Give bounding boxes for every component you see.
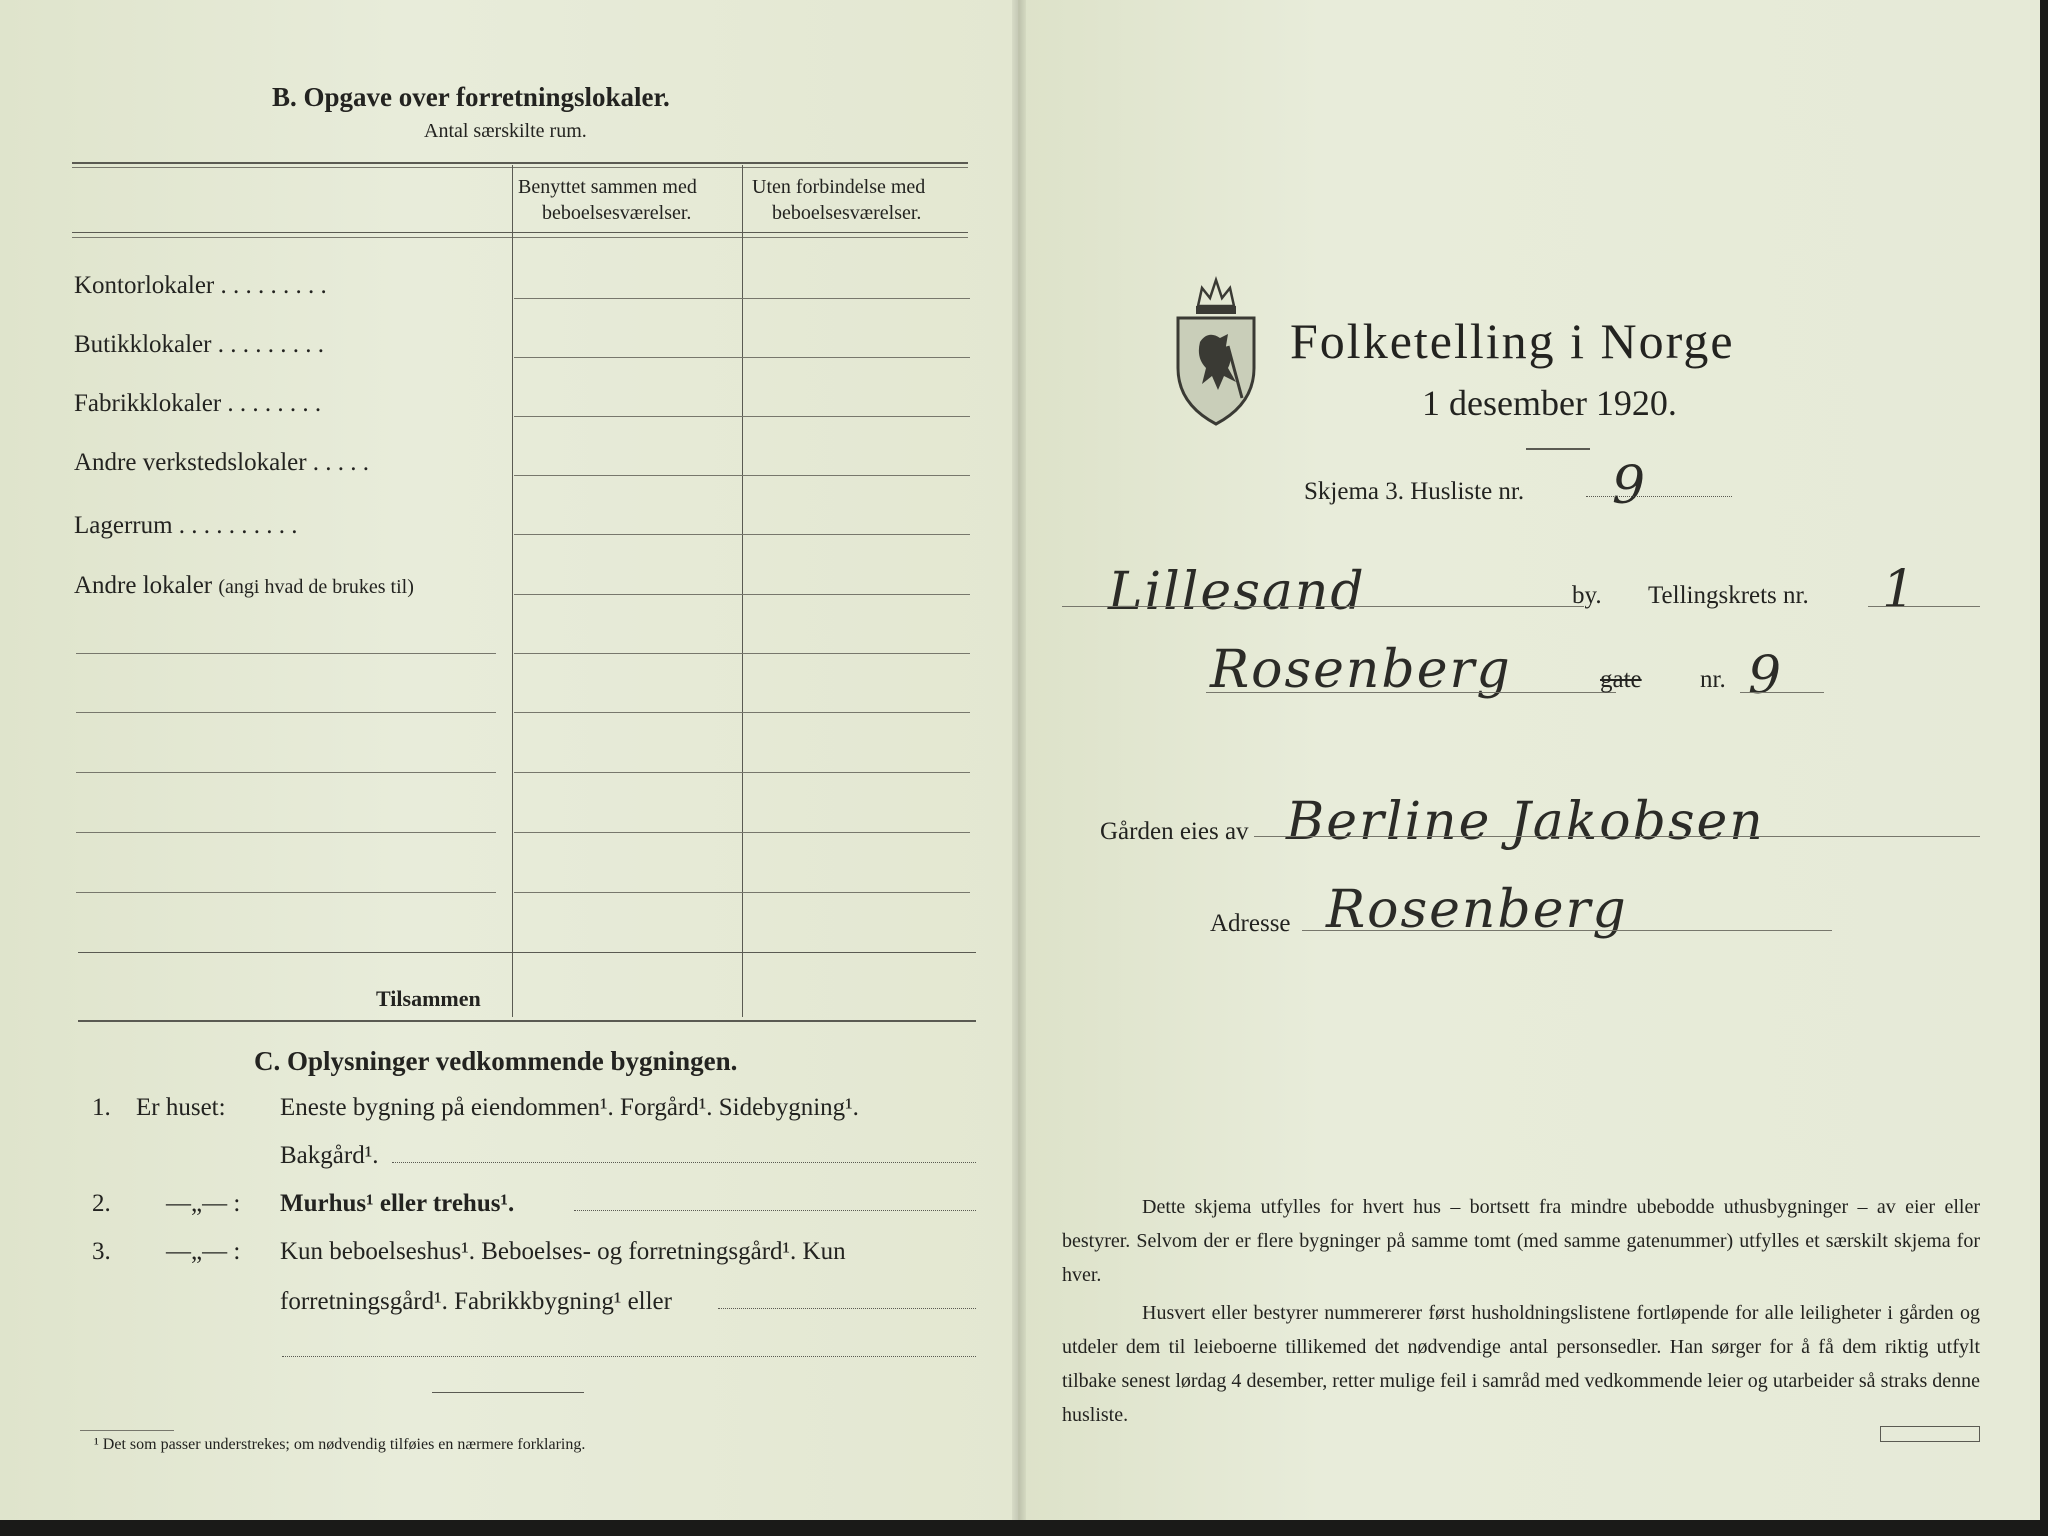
- krets-line: [1868, 606, 1980, 607]
- cell-line: [514, 475, 970, 476]
- row-butikklokaler: Butikklokaler . . . . . . . . .: [74, 331, 324, 358]
- c-item-3-num: 3.: [92, 1238, 111, 1265]
- c-item-1-text: Eneste bygning på eiendommen¹. Forgård¹. Sidebygning¹.: [280, 1094, 859, 1121]
- andre-lokaler-note: (angi hvad de brukes til): [218, 576, 414, 598]
- row-kontorlokaler: Kontorlokaler . . . . . . . . .: [74, 272, 327, 299]
- cell-line: [514, 832, 970, 833]
- c-item-2-num: 2.: [92, 1190, 111, 1217]
- c-item-3-fill-2: [282, 1356, 976, 1357]
- address-value[interactable]: Rosenberg: [1326, 880, 1628, 940]
- header-rule-2: [72, 237, 968, 238]
- c-item-2-text: Murhus¹ eller trehus¹.: [280, 1190, 515, 1217]
- cell-line: [514, 298, 970, 299]
- footnote-rule: [80, 1430, 174, 1431]
- left-page: [0, 0, 1018, 1520]
- c-item-2-label: —„— :: [166, 1190, 241, 1217]
- table-top-rule-2: [72, 167, 968, 168]
- total-label: Tilsammen: [376, 986, 481, 1011]
- krets-label: Tellingskrets nr.: [1648, 582, 1809, 609]
- header-rule: [72, 232, 968, 233]
- printer-stamp: [1880, 1426, 1980, 1442]
- table-top-rule: [72, 162, 968, 164]
- blank-line: [76, 653, 496, 654]
- address-label: Adresse: [1210, 910, 1291, 937]
- section-c-end-rule: [432, 1392, 584, 1393]
- c-item-1-text-2: Bakgård¹.: [280, 1142, 379, 1169]
- cell-line: [514, 416, 970, 417]
- c-item-3-text: Kun beboelseshus¹. Beboelses- og forretningsgård¹. Kun: [280, 1238, 846, 1265]
- cell-line: [514, 534, 970, 535]
- instructions-paragraph-1: Dette skjema utfylles for hvert hus – bortsett fra mindre ubebodde uthusbygninger – av eier eller bestyrer. Selvom der er flere bygninger på samme tomt (med samme gatenummer) utfylles et særskilt skjema for hver.: [1062, 1196, 1980, 1286]
- col1-header-line1: Benyttet sammen med: [518, 176, 697, 198]
- section-b-subtitle: Antal særskilte rum.: [424, 120, 587, 142]
- by-line: [1062, 606, 1584, 607]
- footnote: ¹ Det som passer understrekes; om nødvendig tilføies en nærmere forklaring.: [94, 1436, 586, 1453]
- page-fold: [1012, 0, 1026, 1520]
- right-page: [1018, 0, 2040, 1520]
- street-line: [1206, 692, 1616, 693]
- section-b-title: B. Opgave over forretningslokaler.: [272, 82, 670, 112]
- nr-label: nr.: [1700, 666, 1726, 693]
- street-value[interactable]: Rosenberg: [1210, 640, 1512, 700]
- owner-value[interactable]: Berline Jakobsen: [1286, 792, 1765, 852]
- husliste-nr-value[interactable]: 9: [1612, 456, 1648, 516]
- c-item-1-fill: [392, 1162, 976, 1163]
- section-c-title: C. Oplysninger vedkommende bygningen.: [254, 1046, 738, 1076]
- cell-line: [514, 772, 970, 773]
- coat-of-arms-icon: [1168, 272, 1264, 426]
- skjema-label: Skjema 3. Husliste nr.: [1304, 478, 1525, 505]
- gate-label: gate: [1600, 666, 1642, 693]
- row-fabrikklokaler: Fabrikklokaler . . . . . . . .: [74, 390, 322, 417]
- cell-line: [514, 594, 970, 595]
- street-nr-line: [1740, 692, 1824, 693]
- blank-line: [76, 892, 496, 893]
- row-andre-lokaler: [74, 572, 414, 600]
- total-top-rule: [78, 952, 976, 953]
- cell-line: [514, 712, 970, 713]
- total-bottom-rule: [78, 1020, 976, 1022]
- c-item-1-num: 1.: [92, 1094, 111, 1121]
- by-label: by.: [1572, 582, 1602, 609]
- owner-line: [1254, 836, 1980, 837]
- row-andre-verkstedslokaler: Andre verkstedslokaler . . . . .: [74, 449, 370, 476]
- row-lagerrum: Lagerrum . . . . . . . . . .: [74, 512, 298, 539]
- by-value[interactable]: Lillesand: [1108, 562, 1366, 622]
- col-divider-1: [512, 165, 513, 1017]
- c-item-3-text-2: forretningsgård¹. Fabrikkbygning¹ eller: [280, 1288, 672, 1315]
- krets-nr-value[interactable]: 1: [1882, 560, 1918, 620]
- instructions-paragraph-2: Husvert eller bestyrer nummererer først husholdningslistene fortløpende for alle leiligheter i gården og utdeler dem til leieboerne tillikemed det nødvendige antal personsedler. Han sørger for å få dem riktig utfylt tilbake senest lørdag 4 desember, retter mulige feil i samråd med vedkommende leier og utarbeider så straks denne husliste.: [1062, 1302, 1980, 1426]
- husliste-nr-line: [1586, 496, 1732, 497]
- owner-label: Gården eies av: [1100, 818, 1249, 845]
- blank-line: [76, 712, 496, 713]
- cell-line: [514, 357, 970, 358]
- col1-header-line2: beboelsesværelser.: [542, 202, 692, 224]
- andre-lokaler-label: Andre lokaler: [74, 572, 213, 599]
- col-divider-2: [742, 165, 743, 1017]
- cell-line: [514, 892, 970, 893]
- c-item-2-fill: [574, 1210, 976, 1211]
- census-date: 1 desember 1920.: [1422, 383, 1677, 423]
- cell-line: [514, 653, 970, 654]
- c-item-1-label: Er huset:: [136, 1094, 226, 1121]
- blank-line: [76, 772, 496, 773]
- c-item-3-label: —„— :: [166, 1238, 241, 1265]
- col2-header-line2: beboelsesværelser.: [772, 202, 922, 224]
- street-nr-value[interactable]: 9: [1748, 646, 1784, 706]
- title-rule: [1526, 448, 1590, 450]
- col2-header-line1: Uten forbindelse med: [752, 176, 926, 198]
- blank-line: [76, 832, 496, 833]
- address-line: [1302, 930, 1832, 931]
- c-item-3-fill: [718, 1308, 976, 1309]
- census-title: Folketelling i Norge: [1290, 313, 1735, 369]
